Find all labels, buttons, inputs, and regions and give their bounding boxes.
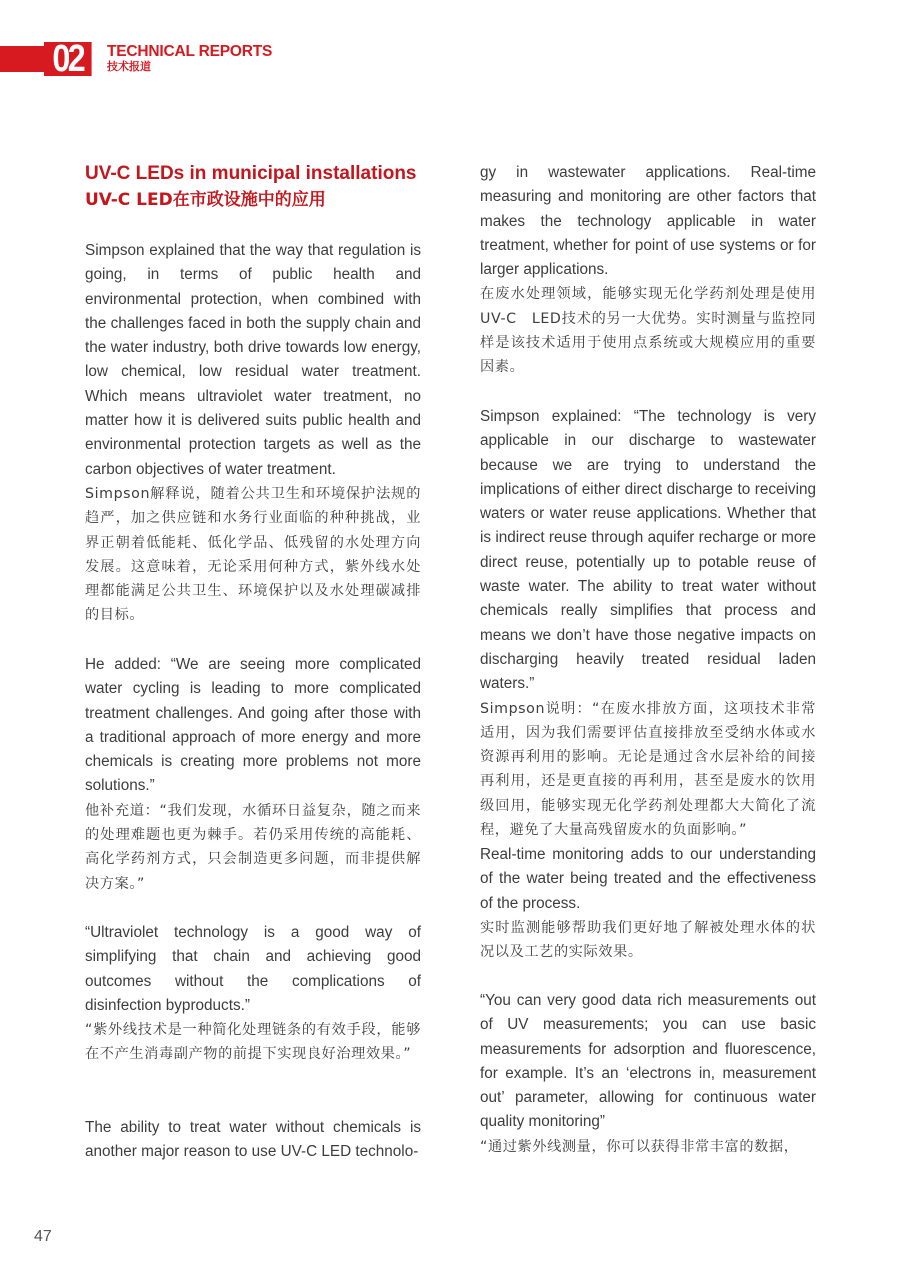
paragraph-en: “Ultraviolet technology is a good way of simplifying that chain and achieving good outcomes without the complications of disinfection byproducts.” bbox=[85, 924, 421, 1014]
paragraph bbox=[480, 843, 816, 964]
paragraph bbox=[85, 1116, 421, 1165]
paragraph bbox=[480, 161, 816, 380]
paragraph-en: Simpson explained that the way that regulation is going, in terms of public health and environmental protection, when combined with the challenges faced in both the supply chain and the water industry, both drive towards low energy, low chemical, low residual water treatment. Which means ultraviolet water treatment, no matter how it is delivered suits public health and environmental protection targets as well as the carbon objectives of water treatment. bbox=[85, 242, 421, 478]
section-title bbox=[107, 43, 272, 74]
paragraph bbox=[85, 921, 421, 1067]
paragraph-en: Simpson explained: “The technology is very applicable in our discharge to wastewater because we are trying to understand the implications of either direct discharge to receiving waters or water reuse applications. Whether that is indirect reuse through aquifer recharge or more direct reuse, potentially up to potable reuse of waste water. The ability to treat water without chemicals really simplifies that process and means we don’t have those negative impacts on discharging heavily treated residual laden waters.” bbox=[480, 408, 816, 693]
section-title-en: TECHNICAL REPORTS bbox=[107, 43, 273, 60]
paragraph-en: Real-time monitoring adds to our understanding of the water being treated and the effectiveness of the process. bbox=[480, 846, 816, 912]
paragraph-zh: 在废水处理领域，能够实现无化学药剂处理是使用UV-C LED技术的另一大优势。实时测量与监控同样是该技术适用于使用点系统或大规模应用的重要因素。 bbox=[480, 286, 816, 376]
paragraph bbox=[480, 989, 816, 1159]
article-heading-en: UV-C LEDs in municipal installations bbox=[85, 163, 417, 184]
article-heading-zh: UV-C LED在市政设施中的应用 bbox=[85, 190, 326, 210]
paragraph-en: He added: “We are seeing more complicated water cycling is leading to more complicated treatment challenges. And going after those with a traditional approach of more energy and more chemicals is creating more problems not more solutions.” bbox=[85, 656, 421, 795]
paragraph-zh: 实时监测能够帮助我们更好地了解被处理水体的状况以及工艺的实际效果。 bbox=[480, 919, 816, 961]
paragraph-zh: “紫外线技术是一种简化处理链条的有效手段，能够在不产生消毒副产物的前提下实现良好治理效果。” bbox=[85, 1022, 421, 1063]
section-title-zh: 技术报道 bbox=[107, 60, 151, 73]
paragraph-zh: “通过紫外线测量，你可以获得非常丰富的数据， bbox=[480, 1138, 799, 1155]
page-number: 47 bbox=[34, 1228, 52, 1245]
section-header bbox=[0, 38, 300, 80]
paragraph-en: The ability to treat water without chemicals is another major reason to use UV-C LED technolo- bbox=[85, 1119, 421, 1161]
paragraph-en: gy in wastewater applications. Real-time measuring and monitoring are other factors that makes the technology applicable in water treatment, whether for point of use systems or for larger applications. bbox=[480, 164, 816, 279]
paragraph-zh: Simpson解释说，随着公共卫生和环境保护法规的趋严，加之供应链和水务行业面临的种种挑战，业界正朝着低能耗、低化学品、低残留的水处理方向发展。这意味着，无论采用何种方式，紫外线水处理都能满足公共卫生、环境保护以及水处理碳减排的目标。 bbox=[85, 485, 421, 624]
paragraph bbox=[85, 239, 421, 628]
paragraph-zh: Simpson说明：“在废水排放方面，这项技术非常适用，因为我们需要评估直接排放至受纳水体或水资源再利用的影响。无论是通过含水层补给的间接再利用，还是更直接的再利用，甚至是废水的饮用级回用，能够实现无化学药剂处理都大大简化了流程，避免了大量高残留废水的负面影响。” bbox=[480, 700, 816, 839]
section-number: 02 bbox=[44, 42, 92, 76]
paragraph bbox=[480, 405, 816, 842]
paragraph-en: “You can very good data rich measurements out of UV measurements; you can use basic measurements for adsorption and fluorescence, for example. It’s an ‘electrons in, measurement out’ parameter, allowing for continuous water quality monitoring” bbox=[480, 992, 816, 1131]
paragraph-zh: 他补充道：“我们发现，水循环日益复杂，随之而来的处理难题也更为棘手。若仍采用传统的高能耗、高化学药剂方式，只会制造更多问题，而非提供解决方案。” bbox=[85, 802, 421, 892]
header-red-bar bbox=[0, 46, 44, 72]
paragraph bbox=[85, 653, 421, 896]
